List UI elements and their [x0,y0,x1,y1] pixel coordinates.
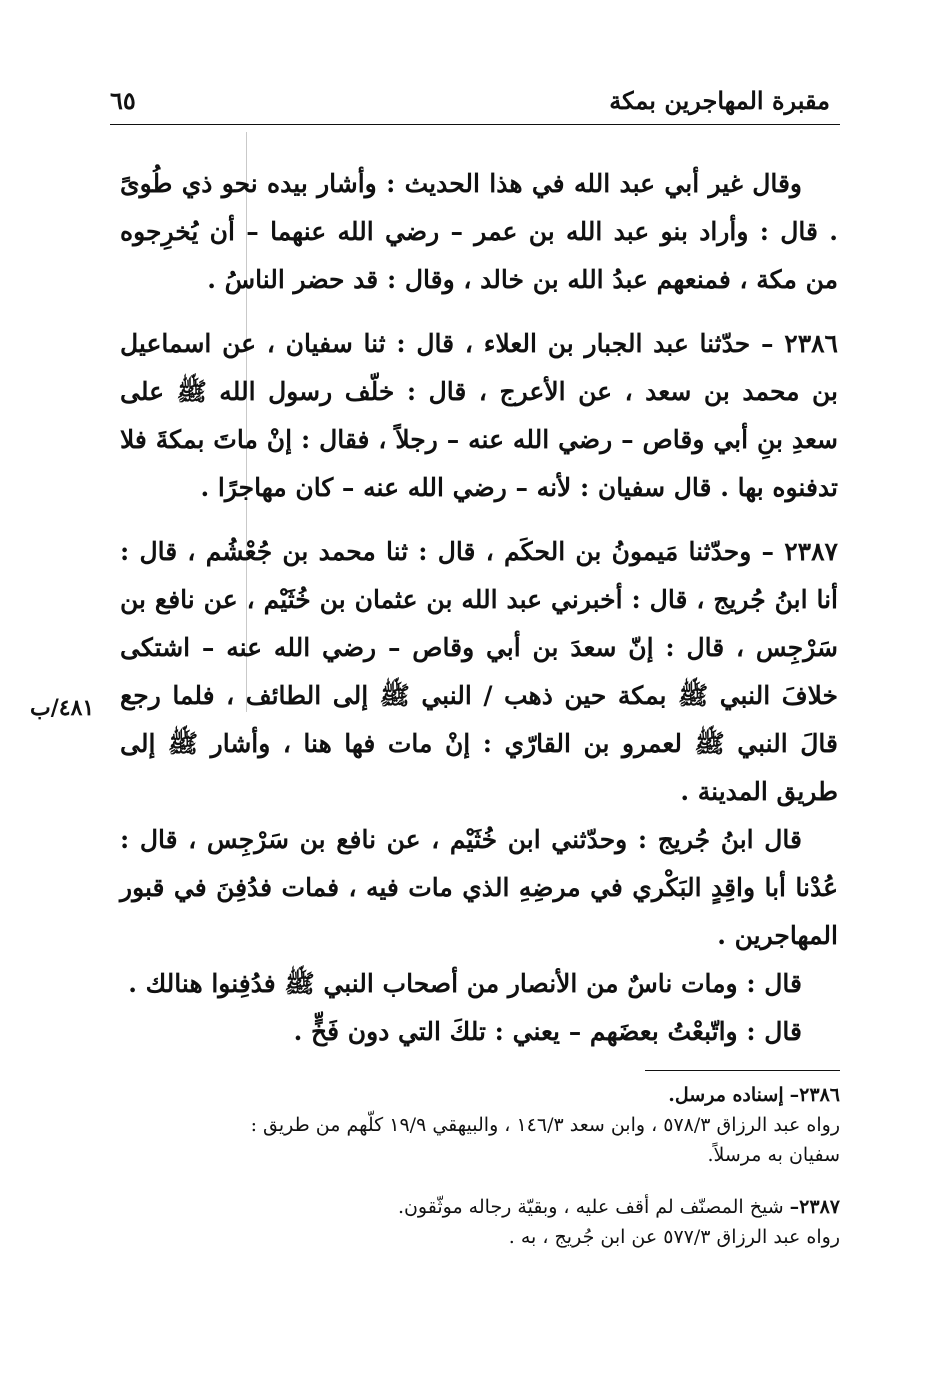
paragraph-intro: وقال غير أبي عبد الله في هذا الحديث : وأشار بيده نحو ذي طُوىً . قال : وأراد بنو عبد الله بن عمر – رضي الله عنهما – أن يُخرِجوه من مكة ، فمنعهم عبدُ الله بن خالد ، وقال : قد حضر الناسُ . [120,169,838,294]
footnotes [115,1080,840,1274]
page-number: ٦٥ [110,86,136,115]
footnote-number: ٢٣٨٦– [789,1084,840,1106]
footnote-number: ٢٣٨٧– [789,1196,840,1218]
paragraph-fakh: قال : واتّبعْتُ بعضَهم – يعني : تلكَ التي دون فَخٍّ . [293,1017,802,1046]
hadith-2387 [120,528,838,816]
header-rule [110,124,840,125]
footnote-first-line [115,1080,840,1110]
footnote-rule [645,1070,840,1071]
hadith-number: ٢٣٨٦ – [761,329,838,358]
footnote-first-line [115,1192,840,1222]
main-text [120,160,838,1056]
paragraph-ansar: قال : ومات ناسٌ من الأنصار من أصحاب النبي ﷺ فدُفِنوا هنالك . [128,969,802,998]
footnote-grading: شيخ المصنّف لم أقف عليه ، وبقيّة رجاله موثّقون. [397,1196,784,1218]
paragraph-ibn-jurayj: قال ابنُ جُريج : وحدّثني ابن خُثَيْم ، عن نافع بن سَرْجِس ، قال : عُدْنا أبا واقِدٍ البَكْري في مرضِهِ الذي مات فيه ، فمات فدُفِنَ في قبور المهاجرين . [120,825,838,950]
hadith-2386 [120,320,838,512]
footnote-line: رواه عبد الرزاق ٥٧٧/٣ عن ابن جُريج ، به . [508,1226,840,1248]
manuscript-folio-ref: ٤٨١/ب [30,695,95,721]
hadith-text: وحدّثنا مَيمونُ بن الحكَم ، قال : ثنا محمد بن جُعْشُم ، قال : أنا ابنُ جُريج ، قال : أخبرني عبد الله بن عثمان بن خُثَيْم ، عن نافع بن سَرْجِس ، قال : إنّ سعدَ بن أبي وقاص – رضي الله عنه – اشتكى خلافَ النبي ﷺ بمكة حين ذهب / النبي ﷺ إلى الطائف ، فلما رجع قالَ النبي ﷺ لعمرو بن القارّي : إنْ مات فها هنا ، وأشار ﷺ إلى طريق المدينة . [120,537,838,806]
footnote-line: رواه عبد الرزاق ٥٧٨/٣ ، وابن سعد ١٤٦/٣ ، والبيهقي ١٩/٩ كلّهم من طريق : [250,1114,840,1136]
footnote-2386 [115,1080,840,1170]
footnote-2387 [115,1192,840,1252]
footnote-line: سفيان به مرسلاً. [707,1144,840,1166]
footnote-grading: إسناده مرسل. [668,1084,784,1106]
hadith-text: حدّثنا عبد الجبار بن العلاء ، قال : ثنا سفيان ، عن اسماعيل بن محمد بن سعد ، عن الأعرج ، قال : خلّف رسول الله ﷺ على سعدِ بنِ أبي وقاص – رضي الله عنه – رجلاً ، فقال : إنْ ماتَ بمكةَ فلا تدفنوه بها . قال سفيان : لأنه – رضي الله عنه – كان مهاجرًا . [120,329,838,502]
running-title: مقبرة المهاجرين بمكة [609,86,830,115]
hadith-number: ٢٣٨٧ – [761,537,838,566]
running-head [110,82,830,122]
